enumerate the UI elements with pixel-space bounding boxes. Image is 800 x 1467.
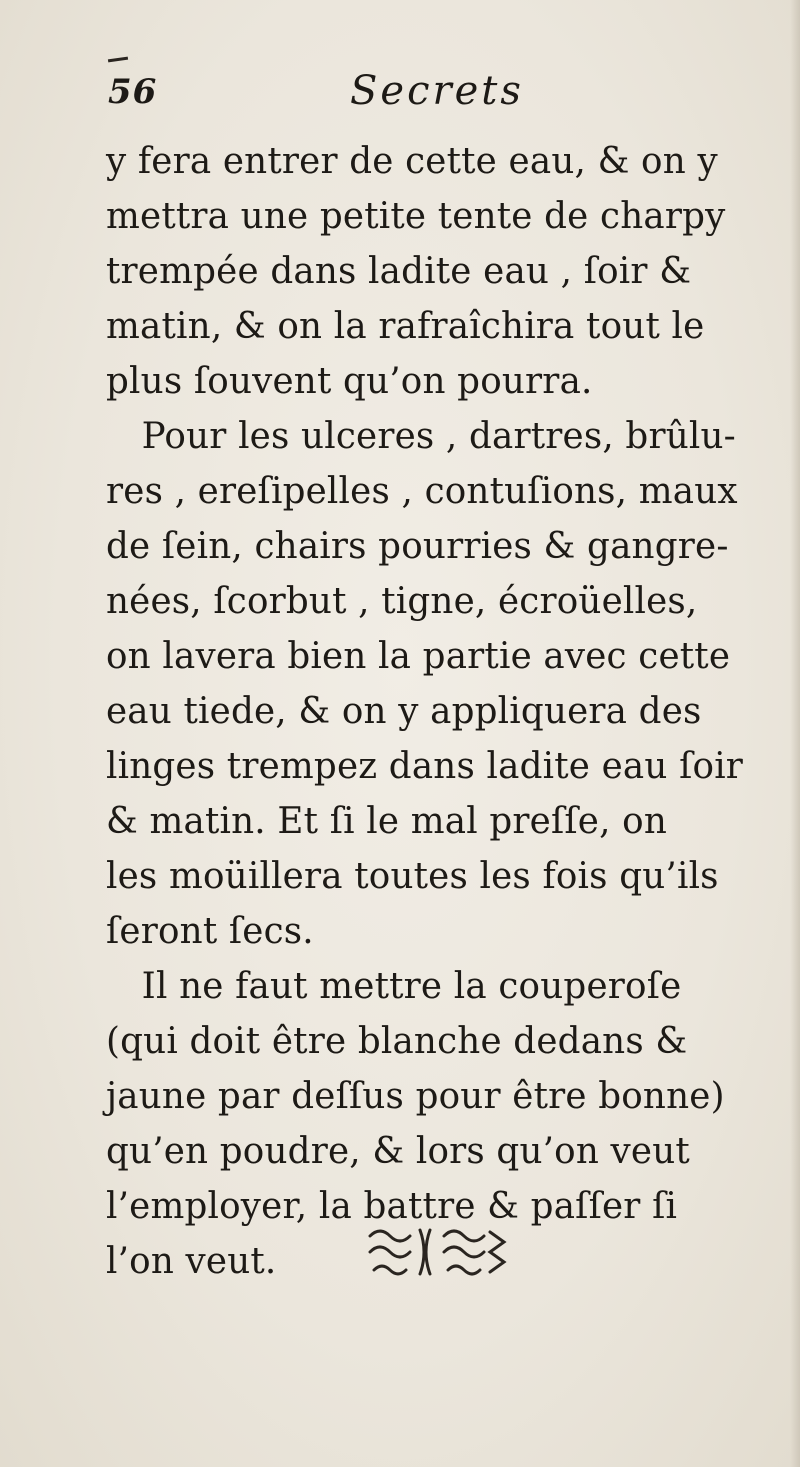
text-line: qu’en poudre, & lors qu’on veut bbox=[106, 1131, 690, 1172]
text-line: de ſein, chairs pourries & gangre- bbox=[106, 526, 729, 567]
text-line: Pour les ulceres , dartres, brûlu- bbox=[141, 416, 736, 457]
text-line: Il ne faut mettre la couperoſe bbox=[141, 966, 682, 1007]
text-line: jaune par deſſus pour être bonne) bbox=[106, 1076, 725, 1117]
text-line: (qui doit être blanche dedans & bbox=[106, 1021, 688, 1062]
running-title: Secrets bbox=[350, 68, 524, 114]
text-line: eau tiede, & on y appliquera des bbox=[106, 691, 702, 732]
body-text bbox=[106, 134, 796, 1289]
text-line: mettra une petite tente de charpy bbox=[106, 196, 726, 237]
text-line: matin, & on la rafraîchira tout le bbox=[106, 306, 705, 347]
text-line: plus ſouvent qu’on pourra. bbox=[106, 361, 593, 402]
text-line: res , ereſipelles , contuſions, maux bbox=[106, 471, 738, 512]
running-head bbox=[108, 60, 748, 120]
text-line: linges trempez dans ladite eau ſoir bbox=[106, 746, 744, 787]
text-line: & matin. Et ſi le mal preſſe, on bbox=[106, 801, 667, 842]
text-line: l’employer, la battre & paſſer ſi bbox=[106, 1186, 678, 1227]
text-line: nées, ſcorbut , tigne, écroüelles, bbox=[106, 581, 698, 622]
text-line: ſeront ſecs. bbox=[106, 911, 314, 952]
ornament-icon bbox=[364, 1222, 512, 1280]
page-number: 56 bbox=[108, 72, 158, 112]
text-line: l’on veut. bbox=[106, 1241, 277, 1282]
text-line: on lavera bien la partie avec cette bbox=[106, 636, 731, 677]
text-line: les moüillera toutes les fois qu’ils bbox=[106, 856, 719, 897]
text-line: y fera entrer de cette eau, & on y bbox=[106, 141, 718, 182]
text-line: trempée dans ladite eau , ſoir & bbox=[106, 251, 692, 292]
